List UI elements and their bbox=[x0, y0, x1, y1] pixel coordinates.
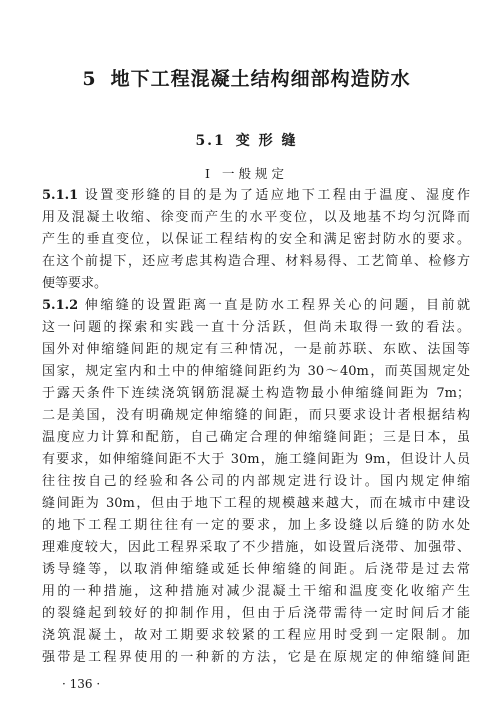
text-line: 便等要求。 bbox=[42, 276, 108, 291]
chapter-title: 地下工程混凝土结构细部构造防水 bbox=[110, 68, 411, 90]
subsection-heading: Ⅰ 一般规定 bbox=[205, 166, 288, 181]
body-text bbox=[42, 185, 470, 669]
text-line: 国家，规定室内和土中的伸缩缝间距约为 30～40m，而英国规定处 bbox=[42, 364, 470, 379]
text-line: 往往按自己的经验和各公司的内部规定进行设计。国内规定伸缩 bbox=[42, 474, 470, 489]
text-line: 用及混凝土收缩、徐变而产生的水平变位，以及地基不均匀沉降而 bbox=[42, 210, 470, 225]
text-line: 用的一种措施，这种措施对减少混凝土干缩和温度变化收缩产生 bbox=[42, 584, 470, 599]
text-line: 强带是工程界使用的一种新的方法，它是在原规定的伸缩缝间距 bbox=[42, 650, 470, 665]
text-line: 缝间距为 30m，但由于地下工程的规模越来越大，而在城市中建设 bbox=[42, 496, 470, 511]
text-line: 的裂缝起到较好的抑制作用，但由于后浇带需待一定时间后才能 bbox=[42, 606, 470, 621]
text-line: 有要求，如伸缩缝间距不大于 30m，施工缝间距为 9m，但设计人员 bbox=[42, 452, 470, 467]
section-number: 5.1 bbox=[195, 133, 226, 149]
text-line bbox=[42, 295, 470, 317]
text-line: 这一问题的探索和实践一直十分活跃，但尚未取得一致的看法。 bbox=[42, 320, 470, 335]
text-line: 产生的垂直变位，以保证工程结构的安全和满足密封防水的要求。 bbox=[42, 232, 470, 247]
text-line: 温度应力计算和配筋，自己确定合理的伸缩缝间距；三是日本，虽 bbox=[42, 430, 470, 445]
section-heading bbox=[0, 130, 493, 150]
line-text: 设置变形缝的目的是为了适应地下工程由于温度、湿度作 bbox=[82, 188, 470, 203]
chapter-heading bbox=[0, 64, 493, 91]
text-line bbox=[42, 185, 470, 207]
section-title: 变 形 缝 bbox=[235, 133, 298, 149]
text-line: 二是美国，没有明确规定伸缩缝的间距，而只要求设计者根据结构 bbox=[42, 408, 470, 423]
text-line: 理难度较大，因此工程界采取了不少措施，如设置后浇带、加强带、 bbox=[42, 540, 470, 555]
chapter-number: 5 bbox=[82, 68, 97, 90]
line-text: 伸缩缝的设置距离一直是防水工程界关心的问题，目前就 bbox=[82, 298, 470, 313]
page-number: · 136 · bbox=[62, 677, 101, 691]
clause-number: 5.1.2 bbox=[42, 298, 79, 313]
text-line: 浇筑混凝土，故对工期要求较紧的工程应用时受到一定限制。加 bbox=[42, 628, 470, 643]
text-line: 的地下工程工期往往有一定的要求，加上多设缝以后缝的防水处 bbox=[42, 518, 470, 533]
text-line: 国外对伸缩缝间距的规定有三种情况，一是前苏联、东欧、法国等 bbox=[42, 342, 470, 357]
text-line: 在这个前提下，还应考虑其构造合理、材料易得、工艺简单、检修方 bbox=[42, 254, 470, 269]
clause-number: 5.1.1 bbox=[42, 188, 79, 203]
text-line: 诱导缝等，以取消伸缩缝或延长伸缩缝的间距。后浇带是过去常 bbox=[42, 562, 470, 577]
text-line: 于露天条件下连续浇筑钢筋混凝土构造物最小伸缩缝间距为 7m； bbox=[42, 386, 470, 401]
